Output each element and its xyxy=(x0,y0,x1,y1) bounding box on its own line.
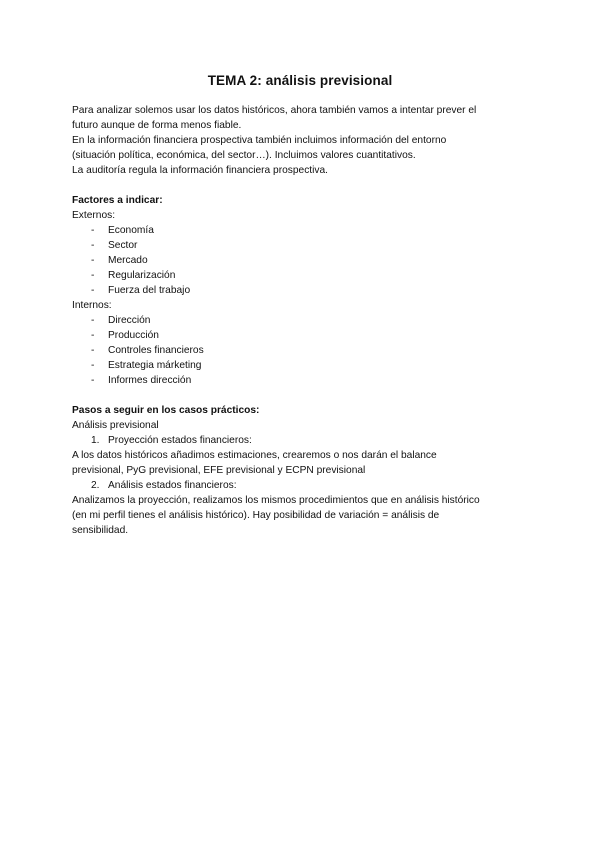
intro-line: Para analizar solemos usar los datos históricos, ahora también vamos a intentar prever el xyxy=(72,105,477,116)
externos-list xyxy=(72,223,532,298)
step-1-line: A los datos históricos añadimos estimaciones, crearemos o nos darán el balance xyxy=(72,450,437,461)
step-1 xyxy=(72,433,532,448)
intro-line: (situación política, económica, del sector…). Incluimos valores cuantitativos. xyxy=(72,150,416,161)
list-item: - Economía xyxy=(91,225,154,236)
list-item: - Regularización xyxy=(91,270,176,281)
step-2-line: sensibilidad. xyxy=(72,525,129,536)
internos-label: Internos: xyxy=(72,300,112,311)
list-item: - Sector xyxy=(91,240,138,251)
list-item: - Controles financieros xyxy=(91,345,204,356)
intro-paragraph xyxy=(72,103,532,178)
list-item: - Estrategia márketing xyxy=(91,360,202,371)
step-number: 2. xyxy=(91,480,100,491)
list-item: - Dirección xyxy=(91,315,151,326)
intro-line: La auditoría regula la información financiera prospectiva. xyxy=(72,165,328,176)
step-2-line: (en mi perfil tienes el análisis histórico). Hay posibilidad de variación = análisis de xyxy=(72,510,440,521)
externos-label: Externos: xyxy=(72,210,116,221)
pasos-subheading: Análisis previsional xyxy=(72,420,159,431)
list-item: - Informes dirección xyxy=(91,375,192,386)
step-2-line: Analizamos la proyección, realizamos los mismos procedimientos que en análisis histórico xyxy=(72,495,480,506)
step-label: Proyección estados financieros: xyxy=(108,435,252,446)
step-2 xyxy=(72,478,532,493)
internos-list xyxy=(72,313,532,388)
list-item: - Producción xyxy=(91,330,159,341)
intro-line: En la información financiera prospectiva también incluimos información del entorno xyxy=(72,135,447,146)
pasos-heading: Pasos a seguir en los casos prácticos: xyxy=(72,405,260,416)
step-number: 1. xyxy=(91,435,100,446)
list-item: - Mercado xyxy=(91,255,148,266)
intro-line: futuro aunque de forma menos fiable. xyxy=(72,120,242,131)
page-title: TEMA 2: análisis previsional xyxy=(207,73,393,88)
step-label: Análisis estados financieros: xyxy=(108,480,237,491)
factores-heading: Factores a indicar: xyxy=(72,195,163,206)
list-item: - Fuerza del trabajo xyxy=(91,285,191,296)
step-1-line: previsional, PyG previsional, EFE previsional y ECPN previsional xyxy=(72,465,366,476)
factores-section xyxy=(72,193,532,388)
document-body xyxy=(72,103,532,538)
pasos-section xyxy=(72,403,532,538)
